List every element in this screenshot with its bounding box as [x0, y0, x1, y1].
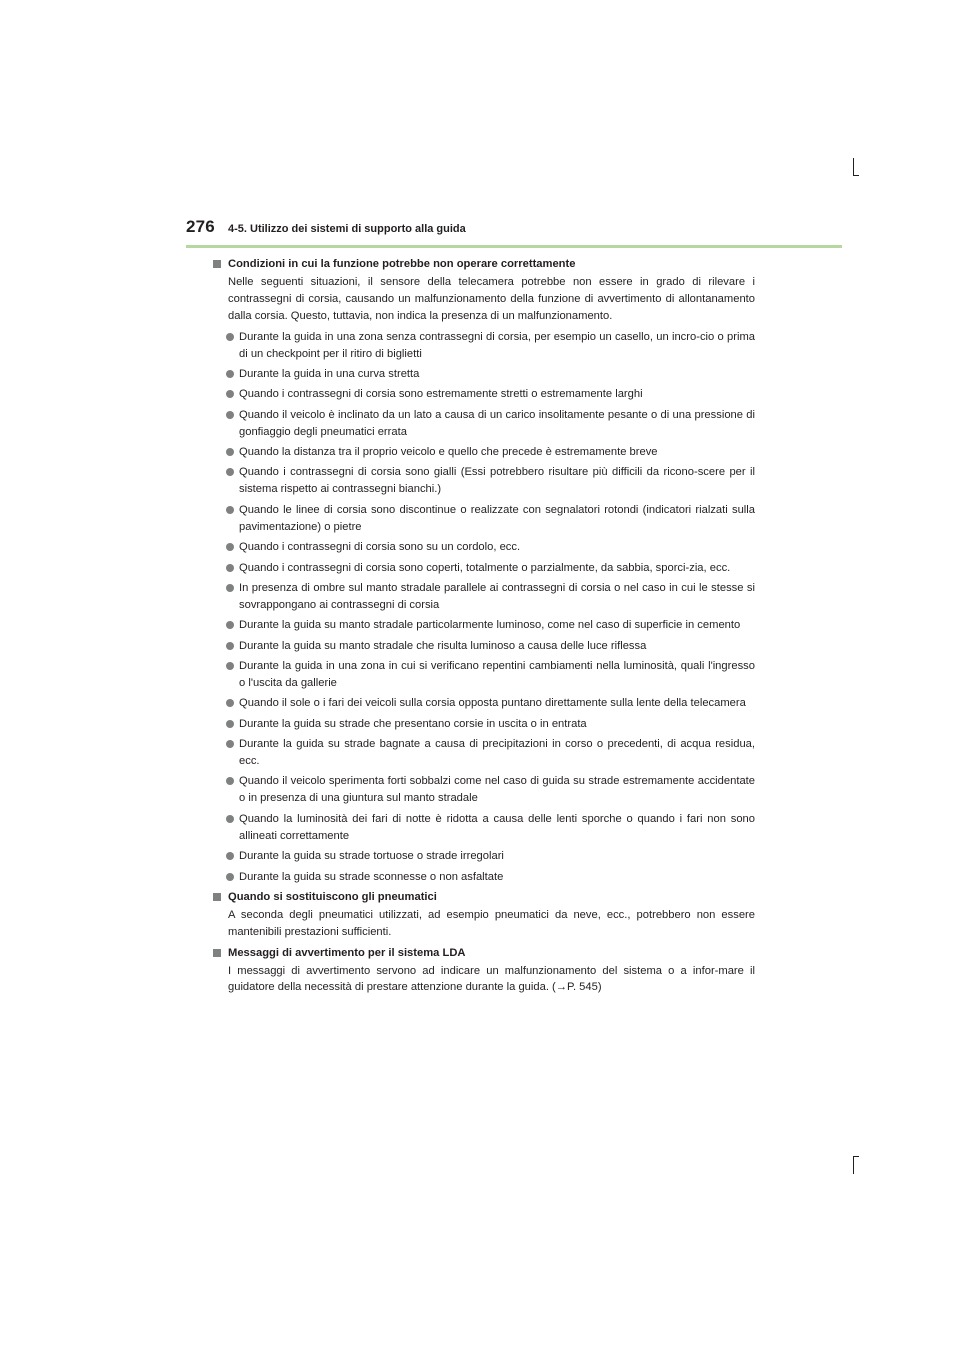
- square-bullet-icon: [213, 949, 221, 957]
- circle-bullet-icon: [226, 740, 234, 748]
- list-item-text: Quando la luminosità dei fari di notte è ridotta a causa delle lenti sporche o quando i fari non sono allineati correttamente: [239, 812, 755, 842]
- section-heading: [213, 945, 755, 962]
- list-item: [213, 502, 755, 536]
- circle-bullet-icon: [226, 370, 234, 378]
- list-item-text: Durante la guida su strade che presentano corsie in uscita o in entrata: [239, 717, 587, 730]
- list-item-text: Quando le linee di corsia sono discontinue o realizzate con segnalatori rotondi (indicatori rialzati sulla pavimentazione) o pietre: [239, 503, 755, 533]
- list-item-text: Durante la guida su strade tortuose o strade irregolari: [239, 850, 504, 863]
- crop-mark-top: [853, 158, 854, 176]
- circle-bullet-icon: [226, 852, 234, 860]
- crop-mark-bottom: [853, 1156, 854, 1174]
- list-item-text: Durante la guida su manto stradale particolarmente luminoso, come nel caso di superficie in cemento: [239, 619, 741, 632]
- section-paragraph: A seconda degli pneumatici utilizzati, ad esempio pneumatici da neve, ecc., potrebbero non essere mantenibili prestazioni sufficienti.: [228, 908, 755, 938]
- list-item: [213, 773, 755, 807]
- list-item-text: Durante la guida su manto stradale che risulta luminoso a causa delle luce riflessa: [239, 639, 647, 652]
- list-item-text: Quando la distanza tra il proprio veicolo e quello che precede è estremamente breve: [239, 446, 658, 459]
- section-heading-text: Messaggi di avvertimento per il sistema LDA: [228, 946, 466, 959]
- section-heading-text: Quando si sostituiscono gli pneumatici: [228, 890, 437, 903]
- circle-bullet-icon: [226, 411, 234, 419]
- square-bullet-icon: [213, 893, 221, 901]
- circle-bullet-icon: [226, 448, 234, 456]
- section-heading-text: Condizioni in cui la funzione potrebbe non operare correttamente: [228, 258, 576, 270]
- square-bullet-icon: [213, 260, 221, 268]
- circle-bullet-icon: [226, 468, 234, 476]
- list-item-text: Durante la guida su strade sconnesse o non asfaltate: [239, 870, 504, 883]
- circle-bullet-icon: [226, 584, 234, 592]
- page-number: 276: [186, 217, 215, 236]
- list-item-text: Quando il sole o i fari dei veicoli sulla corsia opposta puntano direttamente sulla lente della telecamera: [239, 697, 746, 710]
- list-item: [213, 539, 755, 556]
- list-item-text: In presenza di ombre sul manto stradale parallele ai contrassegni di corsia o nel caso in cui le stesse si sovrappongano ai contrassegni di corsia: [239, 581, 755, 611]
- list-item: [213, 407, 755, 441]
- list-item: [213, 329, 755, 363]
- section-title: 4-5. Utilizzo dei sistemi di supporto alla guida: [228, 223, 466, 235]
- list-item-text: Quando i contrassegni di corsia sono gialli (Essi potrebbero risultare più difficili da ricono-scere per il sistema rispetto ai contrassegni bianchi.): [239, 466, 755, 496]
- circle-bullet-icon: [226, 699, 234, 707]
- list-item: [213, 366, 755, 383]
- list-item: [213, 580, 755, 614]
- circle-bullet-icon: [226, 873, 234, 881]
- crop-mark-bottom-tick: [853, 1156, 859, 1157]
- list-item: [213, 848, 755, 865]
- list-item: [213, 444, 755, 461]
- circle-bullet-icon: [226, 815, 234, 823]
- circle-bullet-icon: [226, 642, 234, 650]
- list-item: [213, 811, 755, 845]
- circle-bullet-icon: [226, 543, 234, 551]
- list-item-text: Quando il veicolo è inclinato da un lato a causa di un carico insolitamente pesante o di una pressione di gonfiaggio degli pneumatici errata: [239, 408, 755, 438]
- list-item: [213, 560, 755, 577]
- list-item-text: Durante la guida in una curva stretta: [239, 367, 420, 380]
- section-paragraph: I messaggi di avvertimento servono ad indicare un malfunzionamento del sistema o a infor-mare il guidatore della necessità di prestare attenzione durante la guida. (→P. 545): [228, 964, 755, 994]
- list-item: [213, 736, 755, 770]
- list-item: [213, 695, 755, 712]
- page-header: [186, 217, 846, 241]
- list-item: [213, 638, 755, 655]
- list-item: [213, 617, 755, 634]
- section-paragraph: Nelle seguenti situazioni, il sensore della telecamera potrebbe non essere in grado di rilevare i contrassegni di corsia, causando un malfunzionamento della funzione di avvertimento di allontanamento dalla corsia. Questo, tuttavia, non indica la presenza di un malfunzionamento.: [228, 275, 755, 322]
- crop-mark-top-tick: [853, 175, 859, 176]
- list-item-text: Quando i contrassegni di corsia sono coperti, totalmente o parzialmente, da sabbia, sporci-zia, ecc.: [239, 561, 731, 574]
- list-item-text: Durante la guida su strade bagnate a causa di precipitazioni in corso o precedenti, di acqua residua, ecc.: [239, 738, 755, 768]
- list-item: [213, 658, 755, 692]
- circle-bullet-icon: [226, 333, 234, 341]
- list-item-text: Quando il veicolo sperimenta forti sobbalzi come nel caso di guida su strade estremamente accidentate o in presenza di una giuntura sul manto stradale: [239, 775, 755, 805]
- list-item-text: Quando i contrassegni di corsia sono su un cordolo, ecc.: [239, 541, 521, 554]
- circle-bullet-icon: [226, 564, 234, 572]
- circle-bullet-icon: [226, 506, 234, 514]
- list-item-text: Durante la guida in una zona senza contrassegni di corsia, per esempio un casello, un incro-cio o prima di un checkpoint per il ritiro di biglietti: [239, 330, 755, 360]
- list-item-text: Quando i contrassegni di corsia sono estremamente stretti o estremamente larghi: [239, 388, 643, 401]
- list-item: [213, 716, 755, 733]
- circle-bullet-icon: [226, 390, 234, 398]
- circle-bullet-icon: [226, 621, 234, 629]
- list-item: [213, 386, 755, 403]
- circle-bullet-icon: [226, 777, 234, 785]
- list-item-text: Durante la guida in una zona in cui si verificano repentini cambiamenti nella luminosità, quali l'ingresso o l'uscita da gallerie: [239, 660, 755, 689]
- page-content: [213, 256, 755, 998]
- list-item: [213, 869, 755, 886]
- circle-bullet-icon: [226, 662, 234, 670]
- header-rule: [186, 245, 842, 248]
- list-item: [213, 464, 755, 498]
- section-heading: [213, 256, 755, 273]
- circle-bullet-icon: [226, 720, 234, 728]
- section-heading: [213, 889, 755, 906]
